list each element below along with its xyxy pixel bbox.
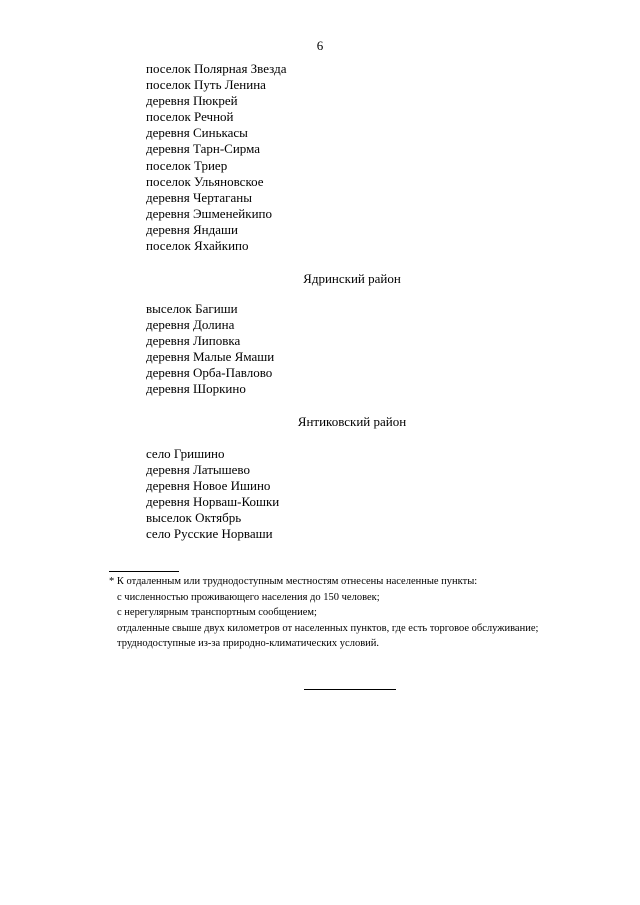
settlement-list-2 bbox=[146, 301, 566, 398]
footnote bbox=[109, 574, 609, 652]
list-item: деревня Малые Ямаши bbox=[146, 349, 275, 365]
list-item: деревня Долина bbox=[146, 317, 235, 333]
list-item: деревня Латышево bbox=[146, 462, 250, 478]
list-item: деревня Шоркино bbox=[146, 381, 246, 397]
settlement-list-3 bbox=[146, 446, 566, 543]
footnote-intro: * К отдаленным или труднодоступным местностям отнесены населенные пункты: bbox=[109, 576, 478, 587]
footnote-separator bbox=[109, 571, 179, 572]
list-item: поселок Речной bbox=[146, 109, 234, 125]
footnote-line: труднодоступные из-за природно-климатических условий. bbox=[117, 638, 380, 650]
list-item: деревня Орба-Павлово bbox=[146, 365, 273, 381]
list-item: деревня Яндаши bbox=[146, 221, 238, 237]
footnote-line: с нерегулярным транспортным сообщением; bbox=[117, 607, 317, 619]
footnote-line: отдаленные свыше двух километров от населенных пунктов, где есть торговое обслуживание; bbox=[117, 622, 539, 634]
list-item: выселок Октябрь bbox=[146, 510, 242, 526]
section-heading: Янтиковский район bbox=[297, 414, 407, 429]
list-item: деревня Эшменейкипо bbox=[146, 205, 272, 221]
list-item: деревня Пюкрей bbox=[146, 93, 238, 109]
section-heading: Ядринский район bbox=[303, 271, 401, 286]
list-item: деревня Липовка bbox=[146, 333, 241, 349]
list-item: поселок Полярная Звезда bbox=[146, 61, 287, 76]
list-item: деревня Тарн-Сирма bbox=[146, 141, 260, 157]
settlement-list-1 bbox=[146, 61, 566, 254]
page-number: 6 bbox=[316, 38, 324, 53]
list-item: деревня Синькасы bbox=[146, 125, 248, 141]
list-item: выселок Багиши bbox=[146, 301, 238, 316]
list-item: поселок Триер bbox=[146, 157, 228, 173]
list-item: поселок Путь Ленина bbox=[146, 77, 266, 93]
list-item: поселок Ульяновское bbox=[146, 173, 264, 189]
list-item: деревня Норваш-Кошки bbox=[146, 494, 280, 510]
list-item: село Гришино bbox=[146, 446, 225, 461]
list-item: деревня Чертаганы bbox=[146, 189, 252, 205]
list-item: деревня Новое Ишино bbox=[146, 478, 271, 494]
end-of-document-line bbox=[304, 689, 396, 690]
footnote-line: с численностью проживающего населения до 150 человек; bbox=[117, 591, 380, 603]
list-item: поселок Яхайкипо bbox=[146, 238, 249, 254]
list-item: село Русские Норваши bbox=[146, 526, 273, 542]
